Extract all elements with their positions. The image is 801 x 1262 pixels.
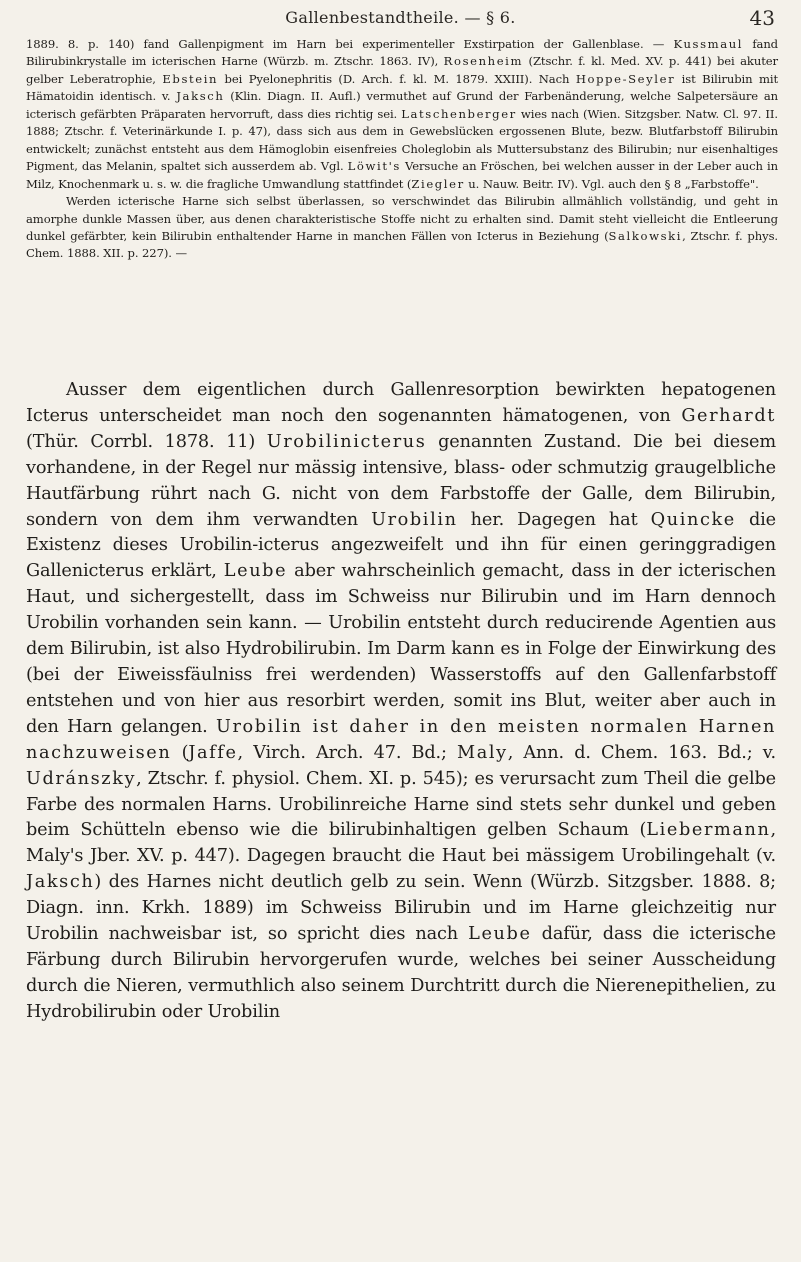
note-paragraph: Werden icterische Harne sich selbst überlassen, so verschwindet das Bilirubin allmählich vollständig, und geht in amorphe dunkle Massen über, aus denen charakteristische Stoffe nicht zu erhalten sind. Damit steht vielleicht die Entleerung dunkel gefärbter, kein Bilirubin enthaltender Harne in manchen Fällen von Icterus in Beziehung (Salkowski, Ztschr. f. phys. Chem. 1888. XII. p. 227). — — [26, 194, 779, 261]
running-title: Gallenbestandtheile. — § 6. — [285, 8, 516, 27]
page-header — [0, 6, 801, 36]
main-text — [26, 378, 776, 1026]
note-continuation: 1889. 8. p. 140) fand Gallenpigment im Harn bei experimenteller Exstirpation der Gallenblase. — Kussmaul fand Bilirubinkrystalle im icterischen Harne (Würzb. m. Ztschr. 1863. IV), Rosenheim (Ztschr. f. kl. Med. XV. p. 441) bei akuter gelber Leberatrophie, Ebstein bei Pyelonephritis (D. Arch. f. kl. M. 1879. XXIII). Nach Hoppe-Seyler ist Bilirubin mit Hämatoidin identisch. v. Jaksch (Klin. Diagn. II. Aufl.) vermuthet auf Grund der Farbenänderung, welche Salpetersäure an icterisch gefärbten Präparaten hervorruft, dass dies richtig sei. Latschenberger wies nach (Wien. Sitzgsber. Natw. Cl. 97. II. 1888; Ztschr. f. Veterinärkunde I. p. 47), dass sich aus dem in Gewebslücken ergossenen Blute, bezw. Blutfarbstoff Bilirubin entwickelt; zunächst entsteht aus dem Hämoglobin eisenfreies Choleglobin als Muttersubstanz des Bilirubin; nur eisenhaltiges Pigment, das Melanin, spaltet sich ausserdem ab. Vgl. Löwit's Versuche an Fröschen, bei welchen ausser in der Leber auch in Milz, Knochenmark u. s. w. die fragliche Umwandlung stattfindet (Ziegler u. Nauw. Beitr. IV). Vgl. auch den § 8 „Farbstoffe". — [26, 37, 779, 191]
page-number: 43 — [749, 6, 775, 30]
main-paragraph: Ausser dem eigentlichen durch Gallenresorption bewirkten hepatogenen Icterus unterscheidet man noch den sogenannten hämatogenen, von Gerhardt (Thür. Corrbl. 1878. 11) Urobilinicterus genannten Zustand. Die bei diesem vorhandene, in der Regel nur mässig intensive, blass- oder schmutzig graugelbliche Hautfärbung rührt nach G. nicht von dem Farbstoffe der Galle, dem Bilirubin, sondern von dem ihm verwandten Urobilin her. Dagegen hat Quincke die Existenz dieses Urobilin-icterus angezweifelt und ihn für einen geringgradigen Gallenicterus erklärt, Leube aber wahrscheinlich gemacht, dass in der icterischen Haut, und sichergestellt, dass im Schweiss nur Bilirubin und im Harn dennoch Urobilin vorhanden sein kann. — Urobilin entsteht durch reducirende Agentien aus dem Bilirubin, ist also Hydrobilirubin. Im Darm kann es in Folge der Einwirkung des (bei der Eiweissfäulniss frei werdenden) Wasserstoffs auf den Gallenfarbstoff entstehen und von hier aus resorbirt werden, somit ins Blut, weiter aber auch in den Harn gelangen. Urobilin ist daher in den meisten normalen Harnen nachzuweisen (Jaffe, Virch. Arch. 47. Bd.; Maly, Ann. d. Chem. 163. Bd.; v. Udránszky, Ztschr. f. physiol. Chem. XI. p. 545); es verursacht zum Theil die gelbe Farbe des normalen Harns. Urobilinreiche Harne sind stets sehr dunkel und geben beim Schütteln ebenso wie die bilirubinhaltigen gelben Schaum (Liebermann, Maly's Jber. XV. p. 447). Dagegen braucht die Haut bei mässigem Urobilingehalt (v. Jaksch) des Harnes nicht deutlich gelb zu sein. Wenn (Würzb. Sitzgsber. 1888. 8; Diagn. inn. Krkh. 1889) im Schweiss Bilirubin und im Harne gleichzeitig nur Urobilin nachweisbar ist, so spricht dies nach Leube dafür, dass die icterische Färbung durch Bilirubin hervorgerufen wurde, welches bei seiner Ausscheidung durch die Nieren, vermuthlich also seinem Durchtritt durch die Nierenepithelien, zu Hydrobilirubin oder Urobilin — [26, 380, 776, 1022]
small-print-notes — [26, 36, 778, 263]
